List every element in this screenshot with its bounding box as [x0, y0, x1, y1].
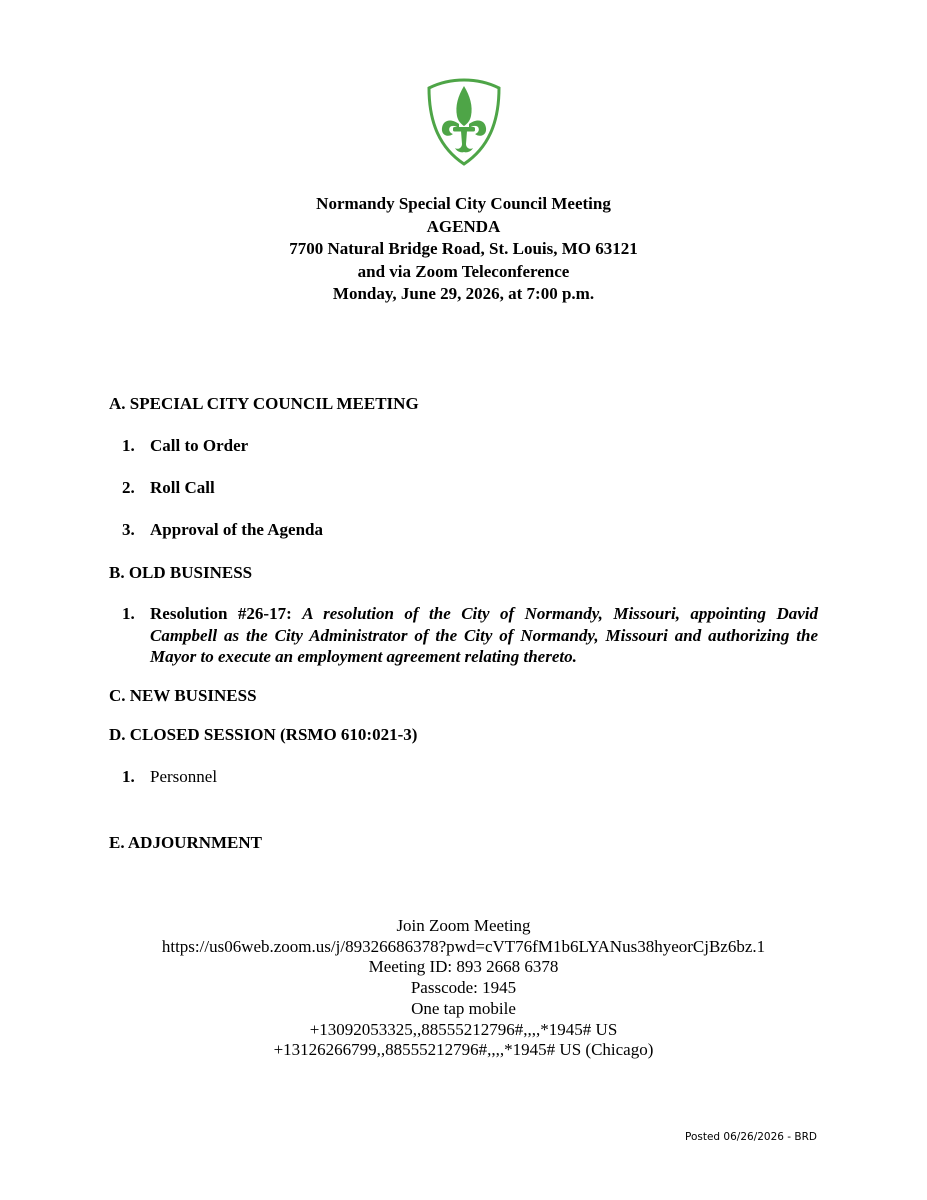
list-item — [122, 477, 215, 499]
resolution-description: A resolution of the City of Normandy, Missouri, appointing David Campbell as the City Administrator of the City of Normandy, Missouri and authorizing the Mayor to execute an employment agreement relating thereto. — [150, 604, 819, 666]
agenda-label: AGENDA — [426, 216, 501, 236]
meeting-address: 7700 Natural Bridge Road, St. Louis, MO 63121 — [289, 239, 638, 258]
zoom-one-tap-label: One tap mobile — [411, 998, 516, 1018]
zoom-meeting-id: Meeting ID: 893 2668 6378 — [368, 957, 559, 977]
city-logo-fleur-de-lis-icon — [426, 78, 502, 166]
zoom-phone-us: +13092053325,,88555212796#,,,,*1945# US — [309, 1019, 618, 1039]
meeting-datetime: Monday, June 29, 2026, at 7:00 p.m. — [332, 284, 595, 303]
list-item — [122, 519, 323, 541]
zoom-join-label: Join Zoom Meeting — [396, 916, 531, 935]
section-b-title: B. OLD BUSINESS — [109, 563, 253, 582]
section-c-title: C. NEW BUSINESS — [109, 686, 257, 705]
zoom-info — [0, 916, 927, 1061]
item-text: Roll Call — [150, 478, 215, 497]
item-text: Call to Order — [150, 436, 249, 455]
zoom-link[interactable]: https://us06web.zoom.us/j/89326686378?pwd=cVT76fM1b6LYANus38hyeorCjBz6bz.1 — [161, 936, 766, 956]
item-text: Approval of the Agenda — [150, 520, 324, 539]
item-number: 1. — [122, 604, 135, 623]
agenda-header — [0, 193, 927, 306]
section-e-title: E. ADJOURNMENT — [109, 833, 263, 852]
list-item — [122, 435, 248, 457]
resolution-body — [150, 603, 818, 668]
item-number: 3. — [122, 520, 135, 539]
zoom-phone-chicago: +13126266799,,88555212796#,,,,*1945# US (Chicago) — [273, 1040, 654, 1060]
resolution-item — [122, 603, 818, 668]
item-text: Personnel — [150, 767, 218, 786]
item-number: 2. — [122, 478, 135, 497]
meeting-teleconference: and via Zoom Teleconference — [357, 261, 570, 281]
item-number: 1. — [122, 436, 135, 455]
resolution-number: Resolution #26-17: — [150, 604, 292, 623]
list-item — [122, 766, 217, 788]
posted-date: Posted 06/26/2026 - BRD — [685, 1131, 817, 1143]
meeting-title: Normandy Special City Council Meeting — [316, 194, 611, 213]
section-d-title: D. CLOSED SESSION (RSMO 610:021-3) — [109, 725, 418, 744]
section-a-title: A. SPECIAL CITY COUNCIL MEETING — [109, 394, 419, 413]
zoom-passcode: Passcode: 1945 — [410, 978, 517, 998]
item-number: 1. — [122, 767, 135, 786]
